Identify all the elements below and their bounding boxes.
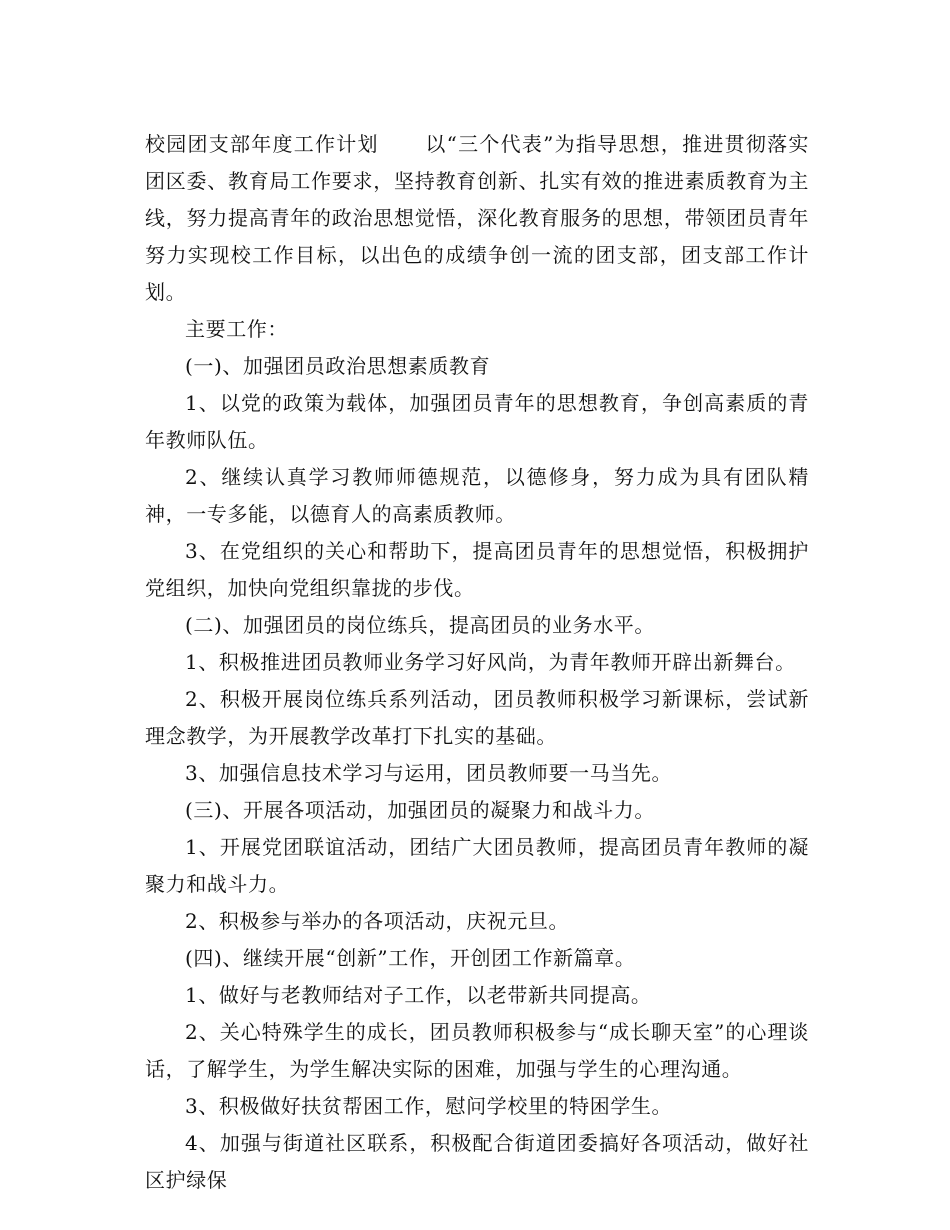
paragraph-1-3: 3、在党组织的关心和帮助下，提高团员青年的思想觉悟，积极拥护党组织，加快向党组织靠拢的步伐。 <box>145 539 809 600</box>
section-heading-1: (一)、加强团员政治思想素质教育 <box>185 354 491 378</box>
paragraph-4-2: 2、关心特殊学生的成长，团员教师积极参与“成长聊天室”的心理谈话，了解学生，为学生解决实际的困难，加强与学生的心理沟通。 <box>145 1020 809 1081</box>
section-heading-4: (四)、继续开展“创新”工作，开创团工作新篇章。 <box>185 946 636 970</box>
paragraph-2-3: 3、加强信息技术学习与运用，团员教师要一马当先。 <box>185 761 673 785</box>
paragraph-1-2: 2、继续认真学习教师师德规范，以德修身，努力成为具有团队精神，一专多能，以德育人的高素质教师。 <box>145 465 809 526</box>
intro-text: 以“三个代表”为指导思想，推进贯彻落实团区委、教育局工作要求，坚持教育创新、扎实有效的推进素质教育为主线，努力提高青年的政治思想觉悟，深化教育服务的思想，带领团员青年努力实现校工作目标，以出色的成绩争创一流的团支部，团支部工作计划。 <box>145 132 809 304</box>
paragraph-4-1: 1、做好与老教师结对子工作，以老带新共同提高。 <box>185 983 652 1007</box>
paragraph-2-2: 2、积极开展岗位练兵系列活动，团员教师积极学习新课标，尝试新理念教学，为开展教学改革打下扎实的基础。 <box>145 687 809 748</box>
paragraph-4-3: 3、积极做好扶贫帮困工作，慰问学校里的特困学生。 <box>185 1094 673 1118</box>
intro-paragraph <box>145 126 809 311</box>
section-heading-3: (三)、开展各项活动，加强团员的凝聚力和战斗力。 <box>185 798 656 822</box>
section-heading-2: (二)、加强团员的岗位练兵，提高团员的业务水平。 <box>185 613 656 637</box>
paragraph-4-4: 4、加强与街道社区联系，积极配合街道团委搞好各项活动，做好社区护绿保 <box>145 1131 809 1192</box>
paragraph-1-1: 1、以党的政策为载体，加强团员青年的思想教育，争创高素质的青年教师队伍。 <box>145 391 809 452</box>
document-title: 校园团支部年度工作计划 <box>145 132 379 156</box>
paragraph-2-1: 1、积极推进团员教师业务学习好风尚，为青年教师开辟出新舞台。 <box>185 650 796 674</box>
paragraph-3-1: 1、开展党团联谊活动，团结广大团员教师，提高团员青年教师的凝聚力和战斗力。 <box>145 835 809 896</box>
document-body <box>145 126 809 1199</box>
paragraph-3-2: 2、积极参与举办的各项活动，庆祝元旦。 <box>185 909 570 933</box>
paragraph-main-work: 主要工作： <box>185 317 288 341</box>
